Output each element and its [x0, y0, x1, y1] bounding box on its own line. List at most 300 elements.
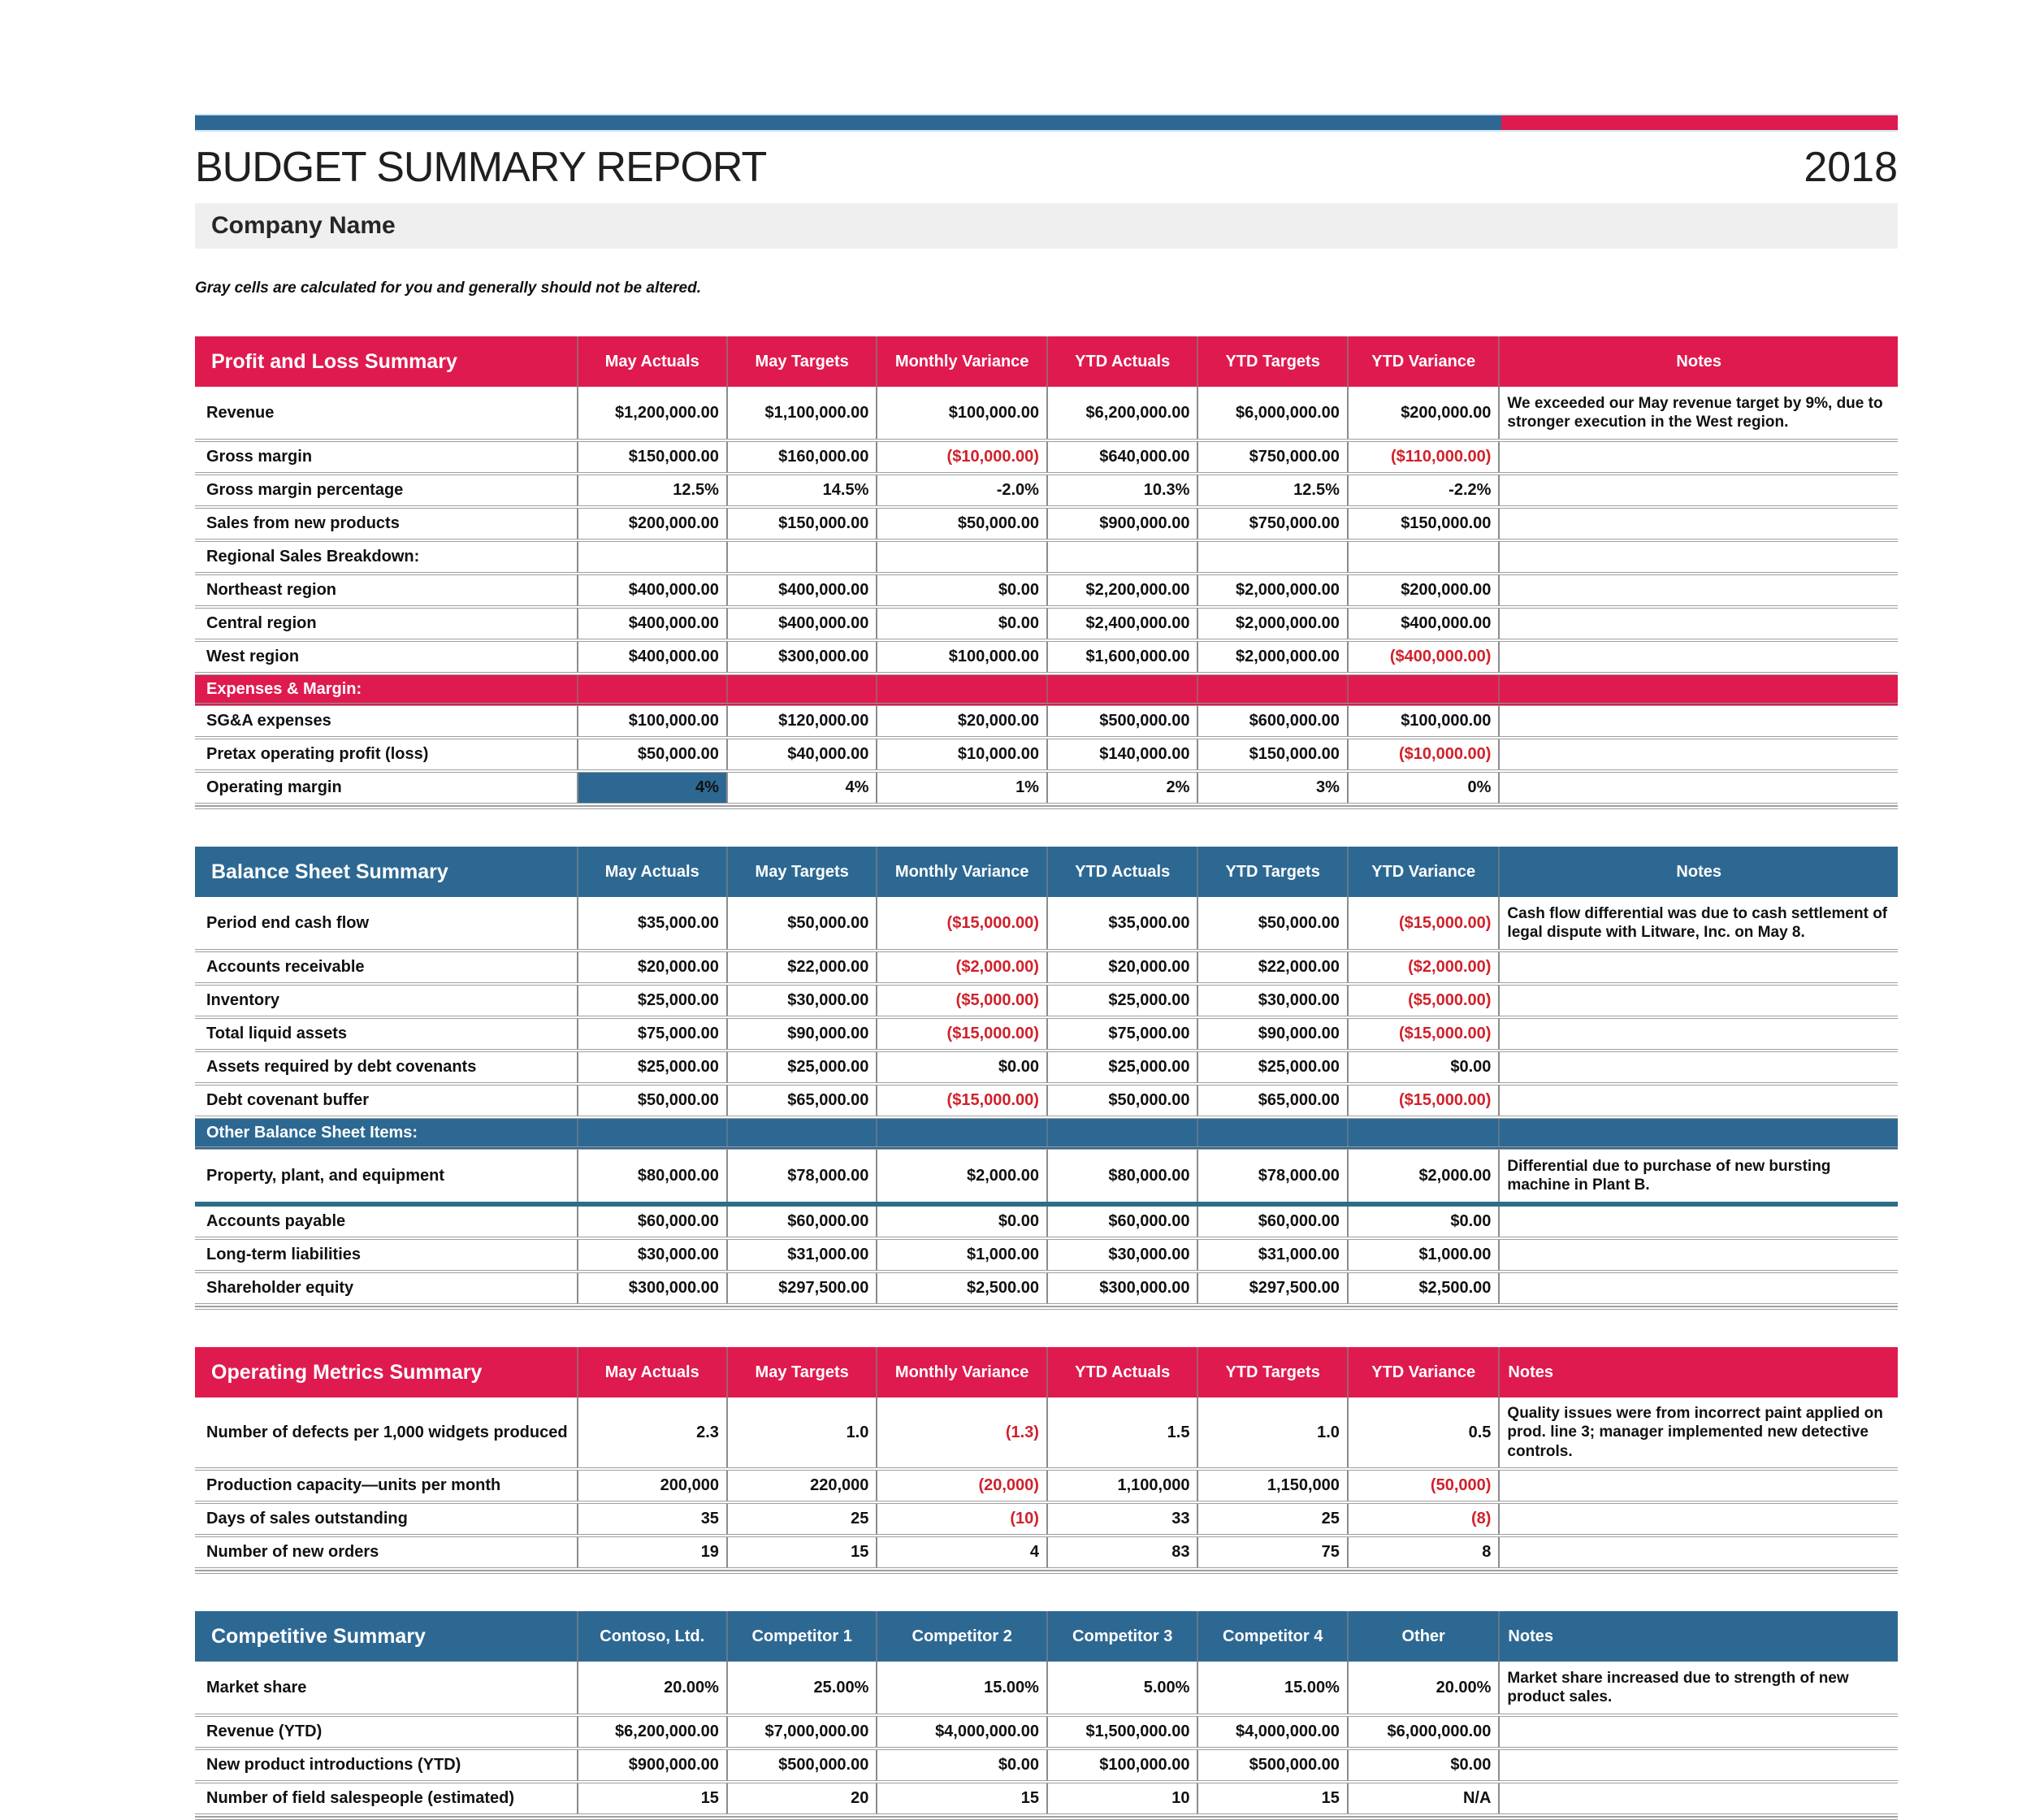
value-cell: [1347, 986, 1499, 1016]
row-label: SG&A expenses: [206, 712, 331, 730]
row-label: Property, plant, and equipment: [206, 1166, 444, 1185]
note-cell: [1498, 1504, 1898, 1534]
note-cell: [1498, 1273, 1898, 1303]
table-row: [195, 642, 1898, 675]
gray-cells-disclaimer: Gray cells are calculated for you and generally should not be altered.: [195, 280, 701, 297]
table-row: [195, 1019, 1898, 1052]
value-cell: $2,000.00: [1347, 1150, 1499, 1202]
value-cell: 3%: [1197, 773, 1346, 803]
value-cell: 14.5%: [726, 475, 876, 505]
negative-value: (20,000): [978, 1476, 1039, 1494]
row-label: Total liquid assets: [206, 1025, 347, 1042]
column-header: YTD Targets: [1197, 847, 1346, 897]
section-empty-cell: [726, 675, 876, 703]
row-label: Number of defects per 1,000 widgets produced: [206, 1423, 568, 1441]
value-cell: 25: [726, 1504, 876, 1534]
value-cell: 2.3: [577, 1398, 726, 1467]
value-cell: $150,000.00: [1197, 739, 1346, 769]
section-label: Other Balance Sheet Items:: [206, 1123, 418, 1142]
value-cell: [876, 1471, 1046, 1501]
value-cell: $200,000.00: [1347, 387, 1499, 439]
table-row: [195, 706, 1898, 739]
value-cell: 15: [577, 1783, 726, 1814]
negative-value: ($15,000.00): [1399, 913, 1492, 932]
value-cell: $22,000.00: [1197, 952, 1346, 982]
value-cell: $2,000.00: [876, 1150, 1046, 1202]
table-row: [195, 442, 1898, 475]
section-empty-cell: [1197, 1119, 1346, 1146]
section-header-row: [195, 1119, 1898, 1150]
negative-value: ($10,000.00): [946, 448, 1039, 466]
value-cell: [726, 542, 876, 572]
value-cell: $150,000.00: [726, 509, 876, 539]
negative-value: ($15,000.00): [946, 1091, 1039, 1109]
table-row: [195, 952, 1898, 986]
section-label: Expenses & Margin:: [206, 679, 362, 698]
value-cell: $20,000.00: [577, 952, 726, 982]
column-header: YTD Variance: [1347, 1347, 1499, 1398]
value-cell: 1,100,000: [1046, 1471, 1197, 1501]
value-cell: [1347, 1086, 1499, 1116]
row-label: Days of sales outstanding: [206, 1510, 408, 1528]
negative-value: ($400,000.00): [1389, 648, 1492, 665]
row-label: Regional Sales Breakdown:: [206, 548, 420, 566]
value-cell: $60,000.00: [1197, 1207, 1346, 1237]
tables: [195, 336, 1898, 1820]
value-cell: $750,000.00: [1197, 509, 1346, 539]
negative-value: ($15,000.00): [1399, 1025, 1492, 1042]
value-cell: $1,200,000.00: [577, 387, 726, 439]
row-label: Inventory: [206, 991, 280, 1009]
column-header: YTD Actuals: [1046, 847, 1197, 897]
negative-value: ($5,000.00): [955, 991, 1039, 1009]
value-cell: 15: [876, 1783, 1046, 1814]
column-header: May Targets: [726, 336, 876, 387]
value-cell: $50,000.00: [1197, 897, 1346, 949]
value-cell: 1.0: [1197, 1398, 1346, 1467]
value-cell: $2,000,000.00: [1197, 609, 1346, 639]
table-row: [195, 986, 1898, 1019]
note-cell: [1498, 1019, 1898, 1049]
value-cell: $6,000,000.00: [1347, 1717, 1499, 1747]
table-row: [195, 1273, 1898, 1306]
value-cell: 25.00%: [726, 1662, 876, 1714]
section-empty-cell: [1498, 1119, 1898, 1146]
value-cell: $20,000.00: [1046, 952, 1197, 982]
value-cell: 4%: [726, 773, 876, 803]
value-cell: $30,000.00: [726, 986, 876, 1016]
value-cell: $75,000.00: [1046, 1019, 1197, 1049]
column-header: Notes: [1498, 336, 1898, 387]
row-label: Pretax operating profit (loss): [206, 745, 429, 763]
row-label: Gross margin percentage: [206, 481, 404, 499]
value-cell: $65,000.00: [726, 1086, 876, 1116]
section-empty-cell: [1347, 1119, 1499, 1146]
value-cell: $7,000,000.00: [726, 1717, 876, 1747]
column-header: Notes: [1498, 1611, 1898, 1662]
value-cell: $900,000.00: [577, 1750, 726, 1780]
value-cell: 15.00%: [876, 1662, 1046, 1714]
negative-value: (1.3): [1005, 1423, 1039, 1441]
value-cell: [1347, 542, 1499, 572]
value-cell: 4%: [577, 773, 726, 803]
column-header: Contoso, Ltd.: [577, 1611, 726, 1662]
negative-value: ($2,000.00): [955, 958, 1039, 976]
note-cell: [1498, 1717, 1898, 1747]
table-body: [195, 897, 1898, 1310]
value-cell: $2,500.00: [1347, 1273, 1499, 1303]
value-cell: $400,000.00: [1347, 609, 1499, 639]
value-cell: [1347, 1471, 1499, 1501]
value-cell: $78,000.00: [1197, 1150, 1346, 1202]
row-label: Market share: [206, 1678, 307, 1696]
value-cell: 33: [1046, 1504, 1197, 1534]
value-cell: $400,000.00: [577, 642, 726, 672]
section-empty-cell: [577, 675, 726, 703]
row-label: Northeast region: [206, 581, 337, 599]
note-cell: [1498, 773, 1898, 803]
note-cell: [1498, 1207, 1898, 1237]
column-header: Monthly Variance: [876, 847, 1046, 897]
value-cell: $2,500.00: [876, 1273, 1046, 1303]
value-cell: $0.00: [1347, 1750, 1499, 1780]
column-header: May Actuals: [577, 847, 726, 897]
value-cell: $75,000.00: [577, 1019, 726, 1049]
value-cell: $900,000.00: [1046, 509, 1197, 539]
value-cell: 25: [1197, 1504, 1346, 1534]
value-cell: $6,200,000.00: [1046, 387, 1197, 439]
table-row: [195, 1398, 1898, 1471]
value-cell: $0.00: [876, 575, 1046, 605]
value-cell: $1,000.00: [1347, 1240, 1499, 1270]
value-cell: $0.00: [1347, 1207, 1499, 1237]
value-cell: $30,000.00: [577, 1240, 726, 1270]
value-cell: $150,000.00: [1347, 509, 1499, 539]
value-cell: 15.00%: [1197, 1662, 1346, 1714]
section-empty-cell: [1046, 675, 1197, 703]
note-cell: [1498, 1537, 1898, 1567]
row-label: Number of field salespeople (estimated): [206, 1789, 514, 1807]
note-cell: [1498, 1471, 1898, 1501]
value-cell: $2,200,000.00: [1046, 575, 1197, 605]
row-label: Shareholder equity: [206, 1279, 354, 1297]
value-cell: -2.2%: [1347, 475, 1499, 505]
row-label: Sales from new products: [206, 514, 400, 532]
value-cell: $4,000,000.00: [876, 1717, 1046, 1747]
value-cell: 0%: [1347, 773, 1499, 803]
note-cell: [1498, 739, 1898, 769]
note-cell: [1498, 475, 1898, 505]
table-row: [195, 1662, 1898, 1717]
value-cell: 0.5: [1347, 1398, 1499, 1467]
negative-value: ($110,000.00): [1390, 448, 1492, 466]
value-cell: 200,000: [577, 1471, 726, 1501]
value-cell: $1,500,000.00: [1046, 1717, 1197, 1747]
stripe-red-segment: [1501, 115, 1898, 130]
table-title: Balance Sheet Summary: [211, 860, 448, 883]
negative-value: (50,000): [1430, 1476, 1492, 1494]
table-row: [195, 739, 1898, 773]
value-cell: $25,000.00: [577, 986, 726, 1016]
value-cell: $300,000.00: [577, 1273, 726, 1303]
value-cell: [876, 1019, 1046, 1049]
negative-value: ($15,000.00): [946, 1025, 1039, 1042]
note-cell: [1498, 952, 1898, 982]
value-cell: $50,000.00: [726, 897, 876, 949]
table-title: Operating Metrics Summary: [211, 1360, 483, 1384]
value-cell: $500,000.00: [1046, 706, 1197, 736]
value-cell: $31,000.00: [1197, 1240, 1346, 1270]
row-label: Assets required by debt covenants: [206, 1058, 477, 1076]
value-cell: $35,000.00: [1046, 897, 1197, 949]
section-empty-cell: [876, 675, 1046, 703]
value-cell: 15: [726, 1537, 876, 1567]
table-row: [195, 1207, 1898, 1240]
value-cell: $400,000.00: [577, 609, 726, 639]
column-header: YTD Targets: [1197, 1347, 1346, 1398]
value-cell: 2%: [1046, 773, 1197, 803]
table-competitive-summary: [195, 1611, 1898, 1820]
value-cell: $1,100,000.00: [726, 387, 876, 439]
note-cell: Cash flow differential was due to cash settlement of legal dispute with Litware, Inc. on May 8.: [1498, 897, 1898, 949]
row-label: Revenue (YTD): [206, 1722, 323, 1740]
row-label: Number of new orders: [206, 1543, 379, 1561]
note-cell: We exceeded our May revenue target by 9%, due to stronger execution in the West region.: [1498, 387, 1898, 439]
value-cell: $1,000.00: [876, 1240, 1046, 1270]
row-label: Accounts payable: [206, 1212, 346, 1230]
column-header: YTD Targets: [1197, 336, 1346, 387]
value-cell: $2,000,000.00: [1197, 575, 1346, 605]
note-cell: [1498, 442, 1898, 472]
value-cell: $22,000.00: [726, 952, 876, 982]
value-cell: [876, 542, 1046, 572]
value-cell: $600,000.00: [1197, 706, 1346, 736]
value-cell: $4,000,000.00: [1197, 1717, 1346, 1747]
value-cell: $50,000.00: [577, 1086, 726, 1116]
value-cell: $80,000.00: [1046, 1150, 1197, 1202]
row-label: Accounts receivable: [206, 958, 365, 976]
note-cell: [1498, 1086, 1898, 1116]
note-cell: [1498, 1240, 1898, 1270]
value-cell: $160,000.00: [726, 442, 876, 472]
table-header: [195, 1611, 1898, 1662]
value-cell: $31,000.00: [726, 1240, 876, 1270]
value-cell: 83: [1046, 1537, 1197, 1567]
value-cell: $25,000.00: [1046, 986, 1197, 1016]
negative-value: ($15,000.00): [946, 913, 1039, 932]
value-cell: $300,000.00: [726, 642, 876, 672]
page-title: BUDGET SUMMARY REPORT: [195, 144, 767, 191]
value-cell: $25,000.00: [577, 1052, 726, 1082]
report-title-row: [195, 143, 1898, 192]
value-cell: $0.00: [876, 1750, 1046, 1780]
value-cell: $400,000.00: [726, 609, 876, 639]
value-cell: $90,000.00: [1197, 1019, 1346, 1049]
value-cell: $120,000.00: [726, 706, 876, 736]
table-title: Profit and Loss Summary: [211, 349, 457, 373]
column-header: May Actuals: [577, 1347, 726, 1398]
table-row: [195, 575, 1898, 609]
row-label: Period end cash flow: [206, 913, 370, 932]
value-cell: $297,500.00: [726, 1273, 876, 1303]
row-label: Revenue: [206, 403, 275, 422]
table-body: [195, 1662, 1898, 1820]
value-cell: 12.5%: [577, 475, 726, 505]
value-cell: $300,000.00: [1046, 1273, 1197, 1303]
value-cell: $100,000.00: [577, 706, 726, 736]
negative-value: (10): [1010, 1510, 1039, 1528]
column-header: Competitor 4: [1197, 1611, 1346, 1662]
row-label: Long-term liabilities: [206, 1246, 362, 1263]
table-row: [195, 1783, 1898, 1817]
value-cell: $10,000.00: [876, 739, 1046, 769]
note-cell: Differential due to purchase of new bursting machine in Plant B.: [1498, 1150, 1898, 1202]
company-name-band: [195, 203, 1898, 249]
value-cell: $0.00: [876, 609, 1046, 639]
value-cell: $100,000.00: [876, 387, 1046, 439]
value-cell: $78,000.00: [726, 1150, 876, 1202]
value-cell: [876, 897, 1046, 949]
table-row: [195, 1150, 1898, 1207]
value-cell: $20,000.00: [876, 706, 1046, 736]
value-cell: 220,000: [726, 1471, 876, 1501]
table-body: [195, 387, 1898, 809]
company-name: Company Name: [211, 212, 396, 239]
note-cell: [1498, 509, 1898, 539]
value-cell: $400,000.00: [577, 575, 726, 605]
column-header: Notes: [1498, 847, 1898, 897]
column-header: May Actuals: [577, 336, 726, 387]
value-cell: $500,000.00: [726, 1750, 876, 1780]
value-cell: $100,000.00: [876, 642, 1046, 672]
table-header: [195, 336, 1898, 387]
value-cell: 4: [876, 1537, 1046, 1567]
value-cell: [1347, 1504, 1499, 1534]
row-label: Production capacity—units per month: [206, 1476, 501, 1494]
table-body: [195, 1398, 1898, 1574]
value-cell: $200,000.00: [1347, 575, 1499, 605]
value-cell: $35,000.00: [577, 897, 726, 949]
row-label: Gross margin: [206, 448, 313, 466]
value-cell: $25,000.00: [726, 1052, 876, 1082]
value-cell: $40,000.00: [726, 739, 876, 769]
column-header: May Targets: [726, 847, 876, 897]
value-cell: $297,500.00: [1197, 1273, 1346, 1303]
report-year: 2018: [1804, 144, 1898, 191]
value-cell: $25,000.00: [1197, 1052, 1346, 1082]
value-cell: [1347, 1019, 1499, 1049]
value-cell: $140,000.00: [1046, 739, 1197, 769]
value-cell: [1347, 442, 1499, 472]
value-cell: $80,000.00: [577, 1150, 726, 1202]
accent-stripe: [195, 114, 1898, 132]
table-row: [195, 773, 1898, 806]
value-cell: [876, 986, 1046, 1016]
row-label: West region: [206, 648, 300, 665]
value-cell: $2,400,000.00: [1046, 609, 1197, 639]
value-cell: [1197, 542, 1346, 572]
table-row: [195, 1240, 1898, 1273]
section-empty-cell: [1498, 675, 1898, 703]
value-cell: $60,000.00: [1046, 1207, 1197, 1237]
column-header: Notes: [1498, 1347, 1898, 1398]
row-label: Debt covenant buffer: [206, 1091, 370, 1109]
table-row: [195, 1537, 1898, 1571]
value-cell: $500,000.00: [1197, 1750, 1346, 1780]
column-header: YTD Variance: [1347, 336, 1499, 387]
table-row: [195, 1717, 1898, 1750]
note-cell: [1498, 575, 1898, 605]
note-cell: Quality issues were from incorrect paint applied on prod. line 3; manager implemented new detective controls.: [1498, 1398, 1898, 1467]
note-cell: [1498, 542, 1898, 572]
stripe-blue-segment: [195, 115, 1501, 130]
table-row: [195, 542, 1898, 575]
value-cell: $50,000.00: [876, 509, 1046, 539]
row-label: Operating margin: [206, 778, 342, 796]
value-cell: -2.0%: [876, 475, 1046, 505]
value-cell: 10.3%: [1046, 475, 1197, 505]
value-cell: 5.00%: [1046, 1662, 1197, 1714]
note-cell: [1498, 706, 1898, 736]
negative-value: (8): [1470, 1510, 1492, 1528]
column-header: May Targets: [726, 1347, 876, 1398]
note-cell: [1498, 609, 1898, 639]
value-cell: $100,000.00: [1347, 706, 1499, 736]
section-empty-cell: [1347, 675, 1499, 703]
value-cell: $30,000.00: [1197, 986, 1346, 1016]
value-cell: [876, 1504, 1046, 1534]
value-cell: $750,000.00: [1197, 442, 1346, 472]
section-header-row: [195, 675, 1898, 706]
table-header: [195, 1347, 1898, 1398]
value-cell: [876, 442, 1046, 472]
value-cell: 12.5%: [1197, 475, 1346, 505]
value-cell: $150,000.00: [577, 442, 726, 472]
table-row: [195, 475, 1898, 509]
column-header: YTD Actuals: [1046, 336, 1197, 387]
table-row: [195, 609, 1898, 642]
note-cell: [1498, 1750, 1898, 1780]
value-cell: [1347, 739, 1499, 769]
table-header: [195, 847, 1898, 897]
value-cell: [1347, 897, 1499, 949]
row-label: Central region: [206, 614, 317, 632]
value-cell: $0.00: [876, 1052, 1046, 1082]
note-cell: Market share increased due to strength of new product sales.: [1498, 1662, 1898, 1714]
column-header: Competitor 3: [1046, 1611, 1197, 1662]
value-cell: $0.00: [876, 1207, 1046, 1237]
table-row: [195, 387, 1898, 442]
value-cell: 1.0: [726, 1398, 876, 1467]
table-profit-and-loss-summary: [195, 336, 1898, 809]
value-cell: $100,000.00: [1046, 1750, 1197, 1780]
column-header: Competitor 1: [726, 1611, 876, 1662]
value-cell: [1347, 642, 1499, 672]
value-cell: [876, 1398, 1046, 1467]
value-cell: $400,000.00: [726, 575, 876, 605]
value-cell: [1046, 542, 1197, 572]
column-header: Monthly Variance: [876, 1347, 1046, 1398]
table-operating-metrics-summary: [195, 1347, 1898, 1574]
value-cell: $65,000.00: [1197, 1086, 1346, 1116]
value-cell: $6,000,000.00: [1197, 387, 1346, 439]
value-cell: 1,150,000: [1197, 1471, 1346, 1501]
negative-value: ($15,000.00): [1399, 1091, 1492, 1109]
value-cell: $60,000.00: [577, 1207, 726, 1237]
column-header: YTD Actuals: [1046, 1347, 1197, 1398]
value-cell: $25,000.00: [1046, 1052, 1197, 1082]
value-cell: 1%: [876, 773, 1046, 803]
